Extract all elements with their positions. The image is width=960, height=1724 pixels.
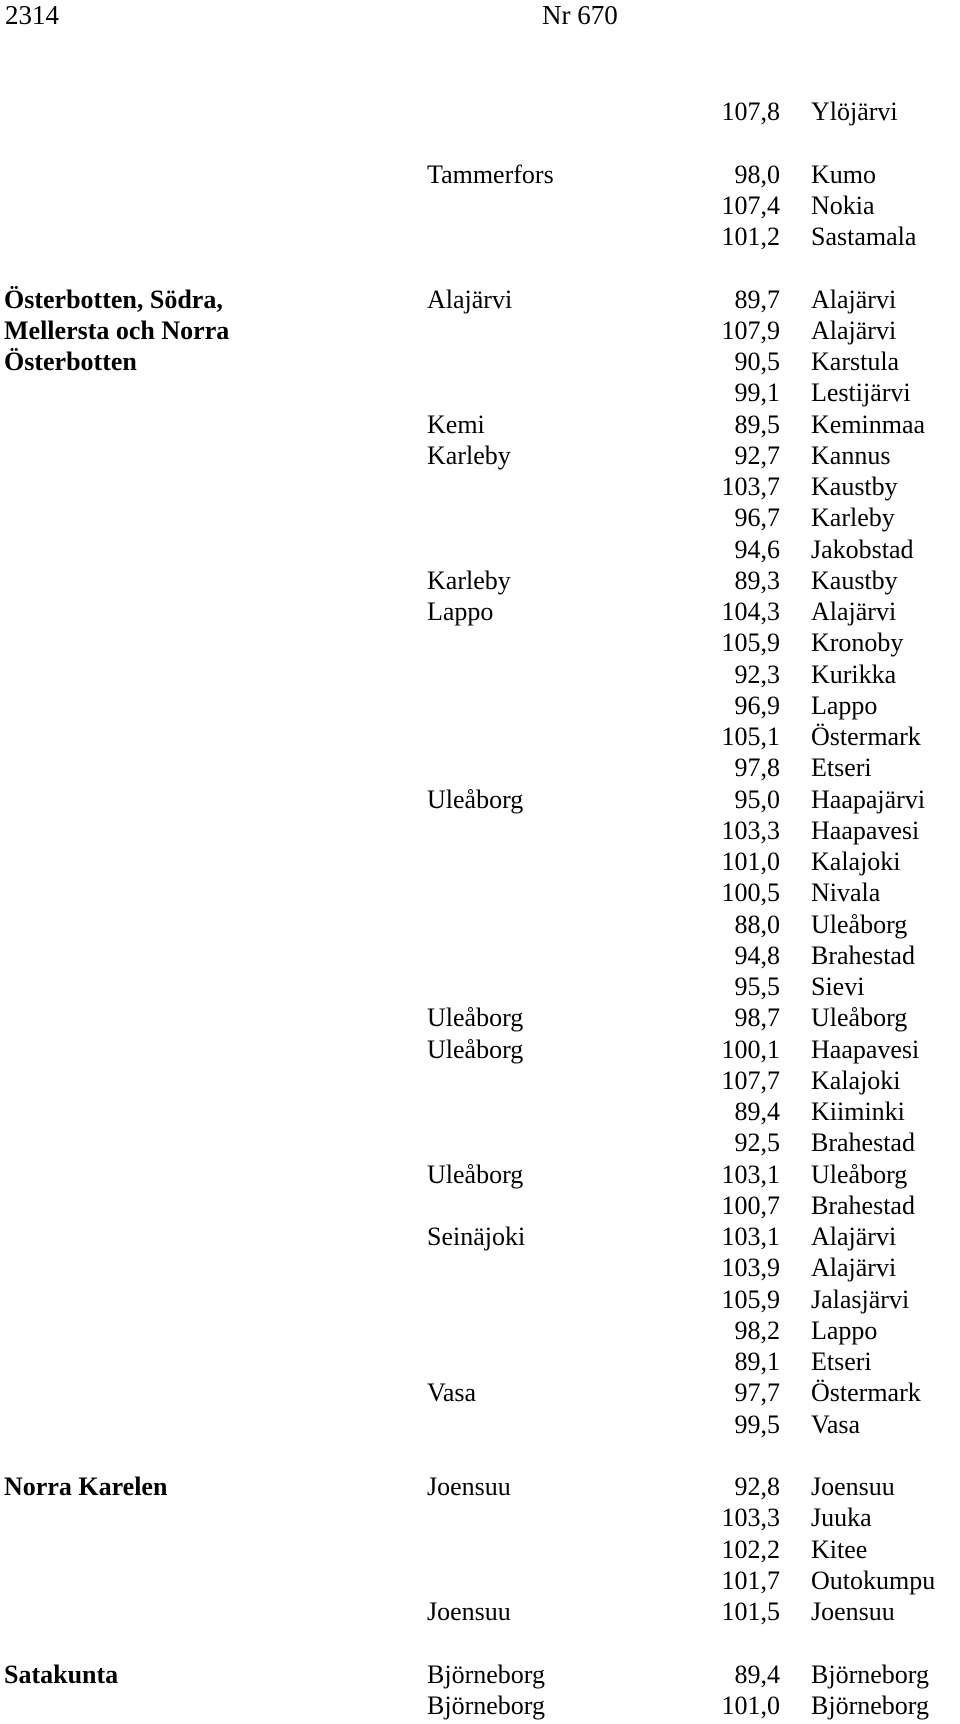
- index-value: 103,1: [721, 1159, 780, 1189]
- index-value: 105,9: [721, 1284, 780, 1314]
- index-value: 90,5: [734, 347, 780, 376]
- municipality-name: Kaustby: [811, 472, 898, 501]
- municipality-name: Kiiminki: [811, 1097, 905, 1126]
- municipality-name: Uleåborg: [811, 1003, 908, 1033]
- table-row: [0, 471, 960, 502]
- page-number: 2314: [5, 0, 59, 30]
- office-name: Joensuu: [427, 1597, 511, 1626]
- office-name: Uleåborg: [427, 1034, 524, 1064]
- table-row: [0, 565, 960, 596]
- index-value: 89,7: [734, 284, 780, 314]
- table-row: [0, 1315, 960, 1346]
- municipality-name: Nivala: [811, 878, 881, 908]
- index-value: 89,1: [734, 1347, 780, 1376]
- municipality-name: Joensuu: [811, 1597, 895, 1626]
- municipality-name: Brahestad: [811, 1190, 915, 1220]
- table-row: [0, 377, 960, 408]
- index-value: 97,8: [734, 753, 780, 783]
- table-row: [0, 1127, 960, 1158]
- municipality-name: Alajärvi: [811, 1253, 897, 1283]
- index-value: 98,2: [734, 1315, 780, 1345]
- index-value: 102,2: [721, 1534, 780, 1564]
- index-value: 92,8: [734, 1472, 780, 1501]
- municipality-name: Sastamala: [811, 222, 917, 251]
- municipality-name: Etseri: [811, 753, 872, 783]
- index-value: 94,6: [734, 534, 780, 564]
- table-row: [0, 971, 960, 1002]
- office-name: Björneborg: [427, 1659, 545, 1689]
- table-row: [0, 315, 960, 346]
- office-name: Björneborg: [427, 1690, 545, 1720]
- office-name: Uleåborg: [427, 1159, 524, 1189]
- index-value: 92,3: [734, 659, 780, 689]
- municipality-name: Lappo: [811, 690, 878, 720]
- municipality-name: Kronoby: [811, 628, 904, 658]
- table-row: [0, 1284, 960, 1315]
- table-row: [0, 690, 960, 721]
- municipality-name: Björneborg: [811, 1659, 929, 1689]
- municipality-name: Etseri: [811, 1347, 872, 1376]
- index-value: 89,4: [734, 1097, 780, 1126]
- table-row: [0, 1346, 960, 1377]
- index-value: 107,4: [721, 190, 780, 220]
- table-row: [0, 1377, 960, 1408]
- municipality-name: Keminmaa: [811, 409, 926, 439]
- municipality-name: Kumo: [811, 159, 876, 189]
- municipality-name: Kurikka: [811, 659, 897, 689]
- municipality-name: Juuka: [811, 1503, 872, 1533]
- municipality-name: Lappo: [811, 1315, 878, 1345]
- index-value: 107,9: [721, 315, 780, 345]
- office-name: Karleby: [427, 440, 511, 470]
- municipality-name: Vasa: [811, 1409, 861, 1439]
- table-row: [0, 221, 960, 252]
- table-row: [0, 877, 960, 908]
- table-row: [0, 627, 960, 658]
- municipality-name: Kaustby: [811, 565, 898, 595]
- table-row: [0, 909, 960, 940]
- municipality-name: Nokia: [811, 190, 875, 220]
- table-row: [0, 1502, 960, 1533]
- index-value: 98,0: [734, 159, 780, 189]
- issue-number: Nr 670: [542, 0, 618, 30]
- table-row: [0, 1690, 960, 1721]
- index-value: 107,8: [721, 97, 780, 126]
- table-row: [0, 346, 960, 377]
- index-value: 98,7: [734, 1003, 780, 1033]
- municipality-name: Östermark: [811, 722, 921, 751]
- municipality-name: Sievi: [811, 972, 865, 1001]
- municipality-name: Kitee: [811, 1534, 868, 1564]
- table-row: [0, 846, 960, 877]
- index-value: 100,1: [721, 1034, 780, 1064]
- index-value: 101,2: [721, 222, 780, 251]
- table-row: [0, 1659, 960, 1690]
- table-row: [0, 440, 960, 471]
- table-row: [0, 1002, 960, 1033]
- table-row: [0, 159, 960, 190]
- table-row: [0, 815, 960, 846]
- index-value: 97,7: [734, 1378, 780, 1408]
- table-row: [0, 1596, 960, 1627]
- table-row: [0, 1034, 960, 1065]
- index-value: 101,7: [721, 1565, 780, 1595]
- municipality-name: Brahestad: [811, 940, 915, 970]
- index-value: 94,8: [734, 940, 780, 970]
- municipality-name: Björneborg: [811, 1690, 929, 1720]
- table-row: [0, 1252, 960, 1283]
- table-row: [0, 752, 960, 783]
- municipality-name: Lestijärvi: [811, 378, 911, 408]
- index-value: 100,7: [721, 1190, 780, 1220]
- municipality-name: Kalajoki: [811, 1065, 901, 1095]
- table-row: [0, 784, 960, 815]
- municipality-name: Haapajärvi: [811, 784, 926, 814]
- region-label: Norra Karelen: [4, 1472, 168, 1501]
- municipality-name: Outokumpu: [811, 1565, 936, 1595]
- office-name: Karleby: [427, 565, 511, 595]
- index-value: 103,1: [721, 1222, 780, 1251]
- index-value: 89,3: [734, 565, 780, 595]
- index-value: 99,1: [734, 378, 780, 408]
- region-label: Österbotten, Södra,: [4, 284, 223, 314]
- index-value: 101,0: [721, 1690, 780, 1720]
- office-name: Joensuu: [427, 1472, 511, 1501]
- municipality-name: Jakobstad: [811, 534, 914, 564]
- table-row: [0, 96, 960, 127]
- office-name: Vasa: [427, 1378, 477, 1408]
- municipality-name: Alajärvi: [811, 315, 897, 345]
- index-value: 88,0: [734, 909, 780, 939]
- table-row: [0, 190, 960, 221]
- table-row: [0, 502, 960, 533]
- index-value: 103,7: [721, 472, 780, 501]
- municipality-name: Joensuu: [811, 1472, 895, 1501]
- office-name: Uleåborg: [427, 1003, 524, 1033]
- municipality-name: Haapavesi: [811, 815, 920, 845]
- municipality-name: Jalasjärvi: [811, 1284, 910, 1314]
- table-row: [0, 1096, 960, 1127]
- municipality-name: Haapavesi: [811, 1034, 920, 1064]
- index-value: 99,5: [734, 1409, 780, 1439]
- table-row: [0, 1221, 960, 1252]
- office-name: Tammerfors: [427, 159, 554, 189]
- index-value: 92,7: [734, 440, 780, 470]
- region-label: Österbotten: [4, 347, 137, 376]
- table-row: [0, 1065, 960, 1096]
- table-row: [0, 1409, 960, 1440]
- office-name: Seinäjoki: [427, 1222, 526, 1251]
- municipality-name: Uleåborg: [811, 909, 908, 939]
- index-value: 95,0: [734, 784, 780, 814]
- municipality-name: Alajärvi: [811, 597, 897, 626]
- index-value: 95,5: [734, 972, 780, 1001]
- index-value: 103,3: [721, 1503, 780, 1533]
- municipality-name: Brahestad: [811, 1128, 915, 1158]
- index-value: 92,5: [734, 1128, 780, 1158]
- office-name: Lappo: [427, 597, 494, 626]
- region-label: Mellersta och Norra: [4, 315, 230, 345]
- municipality-name: Alajärvi: [811, 284, 897, 314]
- table-row: [0, 596, 960, 627]
- index-value: 103,9: [721, 1253, 780, 1283]
- table-row: [0, 1159, 960, 1190]
- municipality-name: Ylöjärvi: [811, 97, 898, 126]
- index-value: 89,4: [734, 1659, 780, 1689]
- index-value: 89,5: [734, 409, 780, 439]
- table-row: [0, 940, 960, 971]
- table-row: [0, 1190, 960, 1221]
- table-row: [0, 1471, 960, 1502]
- municipality-name: Karstula: [811, 347, 900, 376]
- index-value: 105,1: [721, 722, 780, 751]
- table-row: [0, 284, 960, 315]
- municipality-name: Uleåborg: [811, 1159, 908, 1189]
- index-value: 107,7: [721, 1065, 780, 1095]
- municipality-name: Östermark: [811, 1378, 921, 1408]
- index-value: 103,3: [721, 815, 780, 845]
- table-row: [0, 659, 960, 690]
- table-row: [0, 1534, 960, 1565]
- office-name: Alajärvi: [427, 284, 513, 314]
- table-row: [0, 721, 960, 752]
- office-name: Kemi: [427, 409, 485, 439]
- index-value: 101,0: [721, 847, 780, 876]
- municipality-name: Karleby: [811, 503, 895, 533]
- index-value: 96,9: [734, 690, 780, 720]
- office-name: Uleåborg: [427, 784, 524, 814]
- index-value: 96,7: [734, 503, 780, 533]
- municipality-name: Alajärvi: [811, 1222, 897, 1251]
- table-row: [0, 409, 960, 440]
- table-row: [0, 1565, 960, 1596]
- municipality-name: Kalajoki: [811, 847, 901, 876]
- municipality-name: Kannus: [811, 440, 891, 470]
- index-value: 100,5: [721, 878, 780, 908]
- index-value: 104,3: [721, 597, 780, 626]
- index-value: 105,9: [721, 628, 780, 658]
- table-row: [0, 534, 960, 565]
- index-value: 101,5: [721, 1597, 780, 1626]
- region-label: Satakunta: [4, 1659, 119, 1689]
